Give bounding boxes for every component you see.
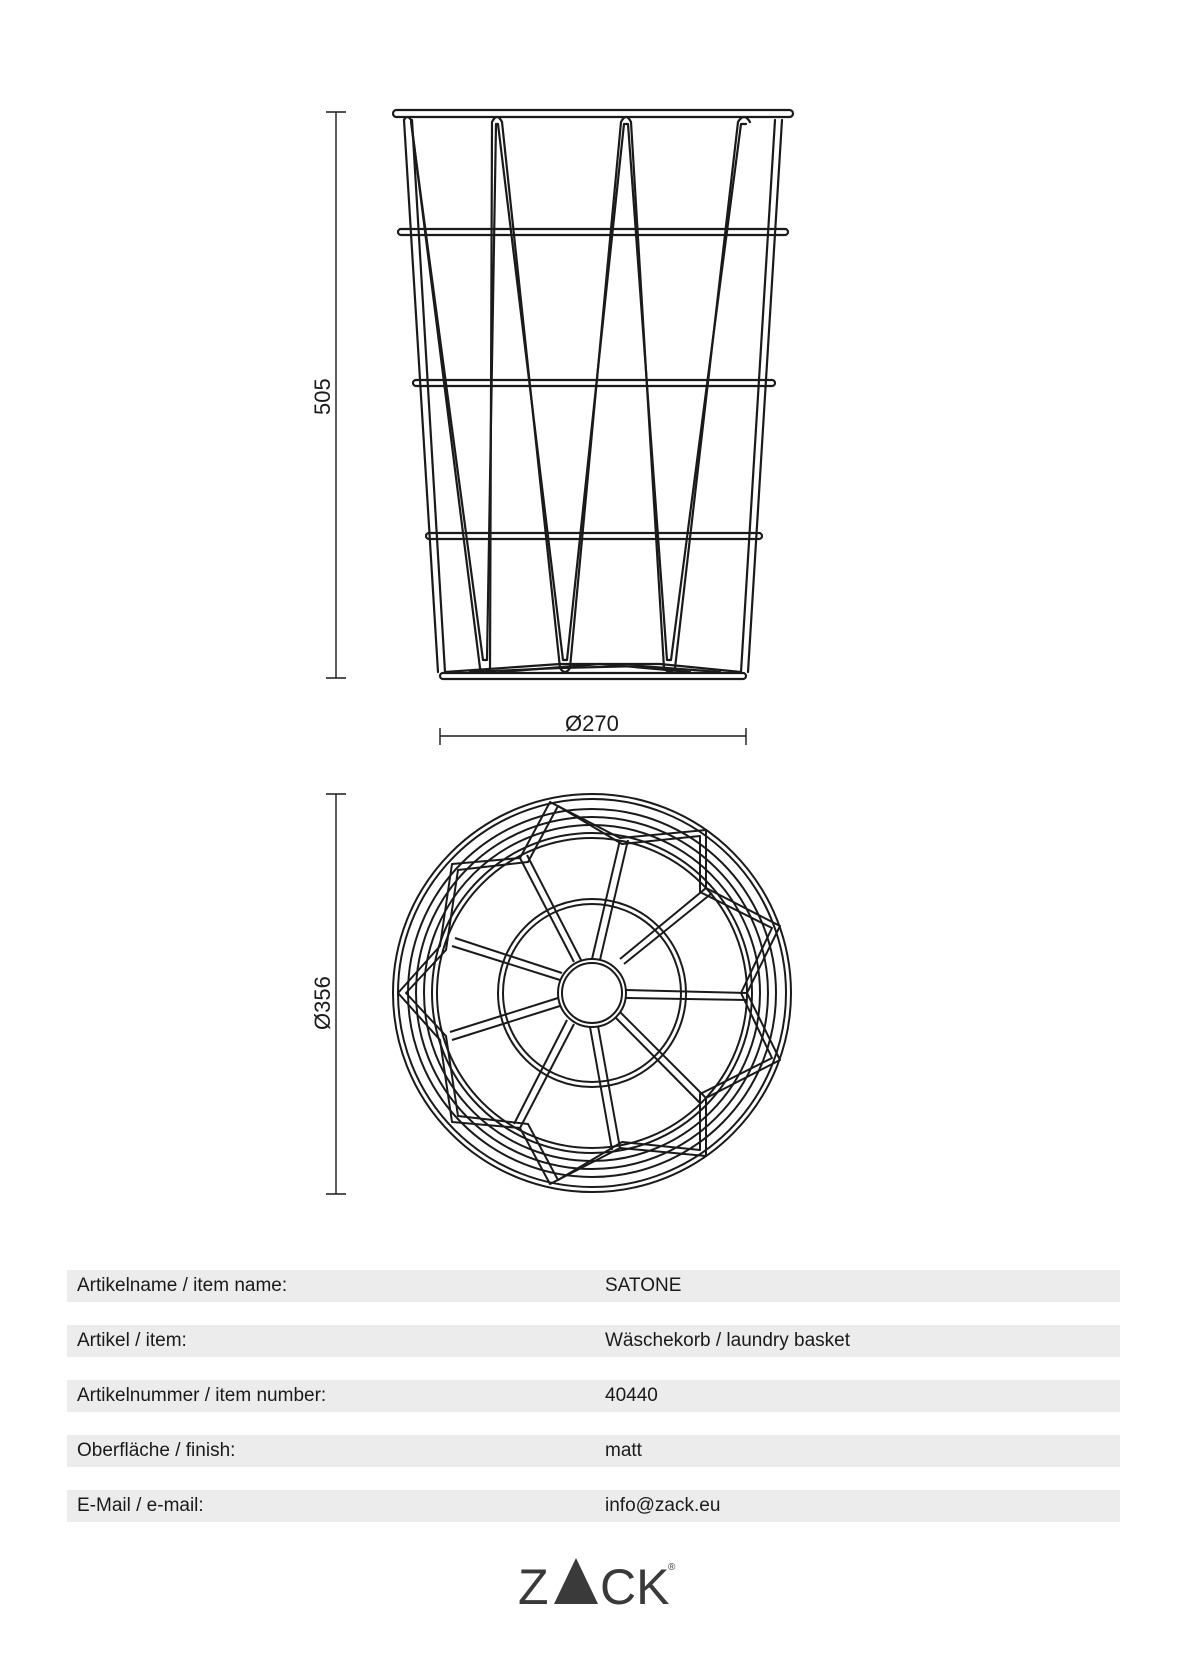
- zack-logo: [518, 1554, 678, 1610]
- spec-table: [67, 1270, 1120, 1545]
- basket-top-view: [393, 794, 791, 1192]
- spec-label: Artikel / item:: [77, 1330, 187, 1351]
- spec-label: Oberfläche / finish:: [77, 1440, 236, 1461]
- spec-label: Artikelnummer / item number:: [77, 1385, 327, 1406]
- spec-value: matt: [605, 1440, 642, 1461]
- bottom-diameter-label: Ø270: [565, 711, 619, 736]
- spec-label: E-Mail / e-mail:: [77, 1495, 204, 1516]
- basket-side-view: [393, 110, 793, 679]
- height-dimension-label: 505: [310, 378, 335, 415]
- spec-row-item: [67, 1325, 1120, 1357]
- spec-value: SATONE: [605, 1275, 682, 1296]
- svg-text:Z: Z: [518, 1559, 549, 1610]
- registered-mark: ®: [668, 1562, 676, 1573]
- spec-row-item-number: [67, 1380, 1120, 1412]
- top-diameter-label: Ø356: [310, 976, 335, 1030]
- spec-row-email: [67, 1490, 1120, 1522]
- svg-text:CK: CK: [600, 1559, 670, 1610]
- spec-row-item-name: [67, 1270, 1120, 1302]
- spec-value: 40440: [605, 1385, 658, 1406]
- spec-value: Wäschekorb / laundry basket: [605, 1330, 851, 1351]
- spec-value[interactable]: info@zack.eu: [605, 1495, 721, 1516]
- spec-row-finish: [67, 1435, 1120, 1467]
- spec-label: Artikelname / item name:: [77, 1275, 288, 1296]
